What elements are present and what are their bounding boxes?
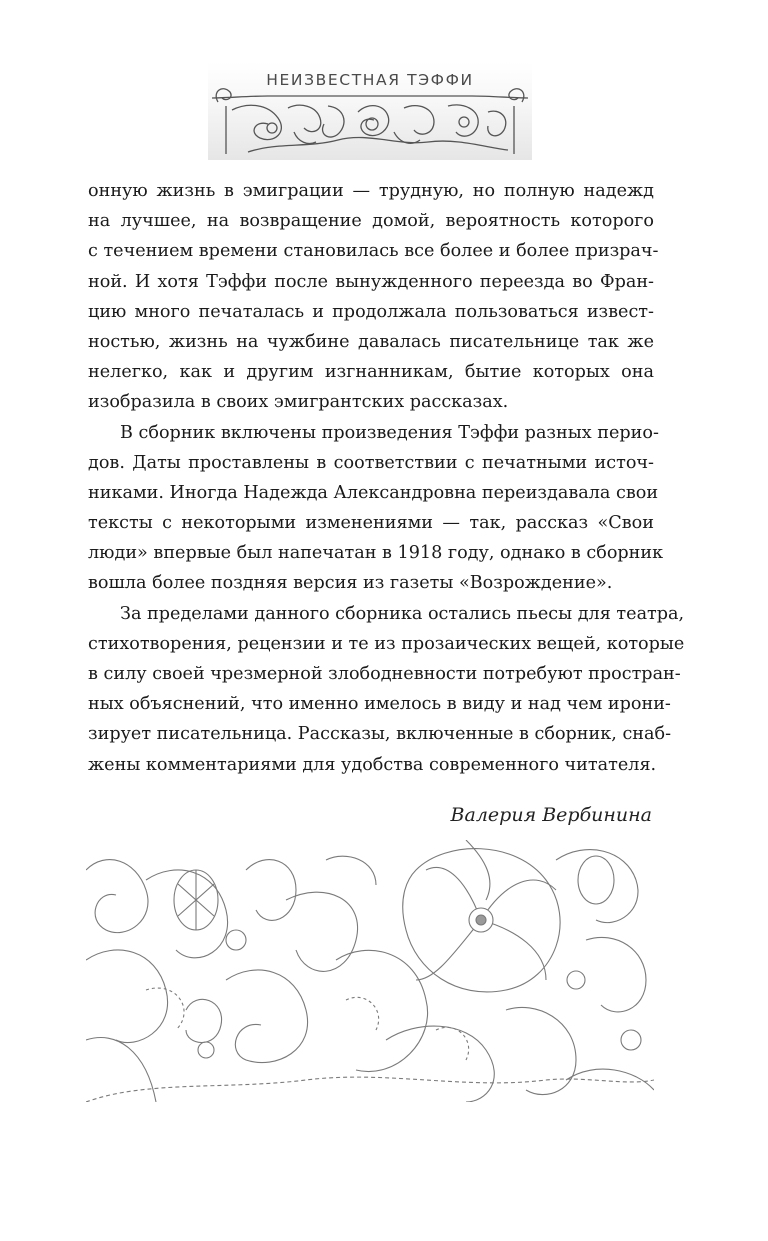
text-line: ностью, жизнь на чужбине давалась писательнице так же (88, 331, 654, 352)
text-line: на лучшее, на возвращение домой, вероятность которого (88, 211, 654, 232)
paragraph-3 (88, 599, 685, 780)
text-line: зирует писательница. Рассказы, включенные в сборник, снаб- (88, 724, 672, 745)
floral-illustration-icon (86, 840, 654, 1102)
text-line: в силу своей чрезмерной злободневности потребуют простран- (88, 664, 681, 684)
text-line: В сборник включены произведения Тэффи разных перио- (120, 422, 659, 443)
running-title: НЕИЗВЕСТНАЯ ТЭФФИ (266, 71, 474, 89)
text-line: тексты с некоторыми изменениями — так, рассказ «Свои (88, 513, 654, 534)
text-line: дов. Даты проставлены в соответствии с печатными источ- (88, 452, 654, 473)
text-line: ных объяснений, что именно имелось в виду и над чем ирони- (88, 694, 671, 715)
running-header (208, 62, 532, 160)
body-text (88, 176, 685, 780)
paragraph-1 (88, 176, 659, 418)
text-line: изобразила в своих эмигрантских рассказах. (88, 392, 509, 413)
text-line: жены комментариями для удобства современного читателя. (88, 754, 657, 775)
text-line: никами. Иногда Надежда Александровна переиздавала свои (88, 482, 659, 503)
text-line: За пределами данного сборника остались пьесы для театра, (120, 603, 685, 624)
author-signature: Валерия Вербинина (450, 804, 652, 826)
text-line: нелегко, как и другим изгнанникам, бытие которых она (88, 362, 654, 383)
text-line: с течением времени становилась все более и более призрач- (88, 241, 659, 262)
text-line: ной. И хотя Тэффи после вынужденного переезда во Фран- (88, 271, 654, 292)
text-line: стихотворения, рецензии и те из прозаических вещей, которые (88, 633, 685, 654)
text-line: вошла более поздняя версия из газеты «Возрождение». (88, 573, 613, 594)
paragraph-2 (88, 418, 664, 599)
text-line: люди» впервые был напечатан в 1918 году, однако в сборник (88, 543, 664, 564)
text-line: цию много печаталась и продолжала пользоваться извест- (88, 301, 654, 322)
text-line: онную жизнь в эмиграции — трудную, но полную надежд (88, 181, 654, 201)
